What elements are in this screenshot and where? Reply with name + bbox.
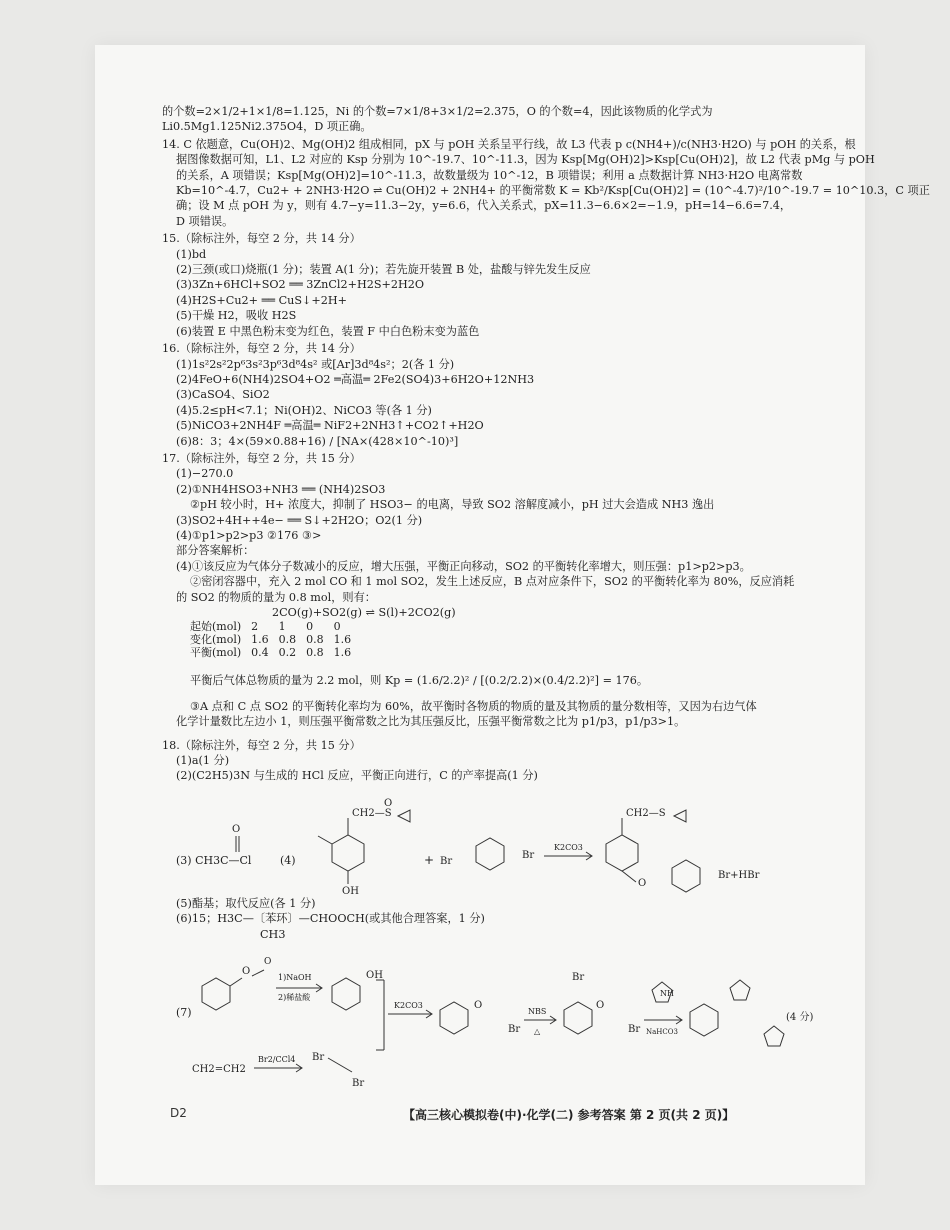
benzene-ring: [332, 835, 364, 871]
answer-item: (2)4FeO+6(NH4)2SO4+O2 ═高温═ 2Fe2(SO4)3+6H2O+12NH3: [176, 372, 535, 386]
table-cell: 1: [278, 620, 286, 634]
table-cell: 0: [306, 620, 314, 634]
reagent-label: K2CO3: [554, 842, 583, 852]
page-code: D2: [170, 1106, 187, 1120]
text-line: 确；设 M 点 pOH 为 y，则有 4.7−y=11.3−2y，y=6.6，代入关系式，pX=11.3−6.6×2=−1.9，pH=14−6.6=7.4，: [176, 199, 792, 213]
pyrrolidine-ring: [730, 980, 750, 1000]
benzene-ring: [476, 838, 504, 870]
section-header: 15.（除标注外，每空 2 分，共 14 分）: [162, 232, 361, 246]
answer-item: ③A 点和 C 点 SO2 的平衡转化率均为 60%，故平衡时各物质的物质的量及其物质的量分数相等，又因为右边气体: [190, 699, 757, 713]
cyclopropyl: [398, 810, 410, 822]
q3-label: (3) CH3C—Cl: [176, 853, 252, 867]
svg-text:Br: Br: [352, 1078, 365, 1090]
answer-item: (2)三颈(或口)烧瓶(1 分)；装置 A(1 分)；若先旋开装置 B 处，盐酸与锌先发生反应: [176, 263, 591, 277]
answer-item: (3)CaSO4、SiO2: [176, 388, 270, 402]
answer-item: (4)5.2≤pH<7.1；Ni(OH)2、NiCO3 等(各 1 分): [176, 403, 432, 417]
question-15: [162, 231, 822, 339]
equilibrium-equation: 2CO(g)+SO2(g) ⇌ S(l)+2CO2(g): [272, 606, 456, 619]
answer-item: ②pH 较小时，H+ 浓度大，抑制了 HSO3− 的电离，导致 SO2 溶解度减小，pH 过大会造成 NH3 逸出: [190, 498, 715, 512]
section-header: 18.（除标注外，每空 2 分，共 15 分）: [162, 738, 361, 752]
ethylene-label: CH2=CH2: [192, 1064, 246, 1076]
question-17: [162, 451, 822, 730]
answer-item: 的 SO2 的物质的量为 0.8 mol，则有：: [176, 590, 376, 604]
table-cell: 平衡(mol): [190, 646, 242, 660]
answer-item: CH3: [260, 927, 286, 941]
svg-text:Br: Br: [522, 849, 535, 861]
svg-text:O: O: [242, 966, 251, 978]
table-cell: 1.6: [333, 633, 352, 647]
svg-text:+: +: [424, 852, 435, 867]
benzene-ring: [440, 1002, 468, 1034]
svg-text:CH2—S: CH2—S: [352, 807, 392, 819]
answer-item: (1)a(1 分): [176, 754, 230, 768]
answer-item: 部分答案解析：: [176, 544, 255, 558]
table-cell: 变化(mol): [190, 633, 242, 647]
table-cell: 起始(mol): [190, 620, 242, 634]
svg-text:OH: OH: [366, 970, 383, 982]
table-cell: 1.6: [333, 646, 352, 660]
reagent-label: K2CO3: [394, 1001, 423, 1011]
svg-text:O: O: [384, 797, 393, 809]
table-cell: 0: [333, 620, 341, 634]
answer-item: (6)8：3；4×(59×0.88+16) / [NA×(428×10^-10)³]: [176, 434, 459, 448]
answer-item: (6)15；H3C—〔苯环〕—CHOOCH(或其他合理答案，1 分): [176, 912, 485, 926]
benzene-ring: [690, 1004, 718, 1036]
text-line: 的个数=2×1/2+1×1/8=1.125，Ni 的个数=7×1/8+3×1/2=2.375，O 的个数=4，因此该物质的化学式为: [162, 105, 713, 118]
svg-text:OH: OH: [342, 885, 359, 896]
question-16: [162, 341, 822, 449]
answer-item: (1)1s²2s²2p⁶3s²3p⁶3d⁸4s² 或[Ar]3d⁸4s²；2(各 1 分): [176, 357, 455, 371]
text-line: 的关系，A 项错误；Ksp[Mg(OH)2]=10^-11.3，故数量级为 10^-12，B 项错误；利用 a 点数据计算 NH3·H2O 电离常数: [176, 168, 803, 182]
table-row: [190, 646, 361, 659]
q4-label: (4): [280, 853, 296, 867]
answer-item: (3)SO2+4H++4e− ══ S↓+2H2O；O2(1 分): [176, 513, 423, 527]
answer-item: (5)NiCO3+2NH4F ═高温═ NiF2+2NH3↑+CO2↑+H2O: [176, 419, 484, 433]
answer-item: (1)−270.0: [176, 467, 234, 481]
reagent-label: 1)NaOH: [278, 973, 312, 983]
answer-item: 化学计量数比左边小 1，则压强平衡常数之比为其压强反比，压强平衡常数之比为 p1/p3，p1/p3>1。: [176, 715, 686, 729]
reagent-label: Br2/CCl4: [258, 1055, 296, 1065]
svg-text:O: O: [474, 1000, 483, 1012]
table-cell: 1.6: [251, 633, 269, 647]
benzene-ring: [202, 978, 230, 1010]
answer-item: ②密闭容器中，充入 2 mol CO 和 1 mol SO2，发生上述反应，B 点对应条件下，SO2 的平衡转化率为 80%，反应消耗: [190, 575, 795, 589]
reagent-label: 2)稀盐酸: [278, 993, 311, 1003]
svg-text:O: O: [638, 877, 647, 889]
svg-text:Br: Br: [628, 1024, 641, 1036]
answer-item: (3)3Zn+6HCl+SO2 ══ 3ZnCl2+H2S+2H2O: [176, 278, 425, 292]
table-cell: 0.2: [278, 646, 297, 660]
reaction-scheme-3-4: [162, 786, 822, 896]
answer-item: (6)装置 E 中黑色粉末变为红色，装置 F 中白色粉末变为蓝色: [176, 324, 480, 338]
cyclopropyl: [674, 810, 686, 822]
answer-item: (1)bd: [176, 247, 207, 261]
text-line: D 项错误。: [176, 214, 234, 228]
synthesis-route-7: [162, 950, 822, 1090]
answer-item: (2)①NH4HSO3+NH3 ══ (NH4)2SO3: [176, 482, 386, 496]
benzene-ring: [332, 978, 360, 1010]
question-14: [162, 137, 930, 229]
table-cell: 0.8: [278, 633, 297, 647]
table-row: [190, 633, 361, 646]
answer-item: (2)(C2H5)3N 与生成的 HCl 反应，平衡正向进行，C 的产率提高(1 分): [176, 769, 538, 783]
svg-text:CH2—S: CH2—S: [626, 807, 666, 819]
svg-text:Br: Br: [312, 1052, 325, 1064]
table-cell: 0.8: [306, 646, 324, 660]
text-line: 14. C 依题意，Cu(OH)2、Mg(OH)2 组成相同，pX 与 pOH 关系呈平行线，故 L3 代表 p c(NH4+)/c(NH3·H2O) 与 pOH 的关系，根: [162, 137, 856, 151]
q7-label: (7): [176, 1006, 192, 1020]
equilibrium-table: [190, 620, 361, 659]
reagent-label: NBS: [528, 1007, 547, 1017]
table-cell: 0.8: [306, 633, 324, 647]
reagent-label: △: [534, 1027, 541, 1037]
answer-item: (4)H2S+Cu2+ ══ CuS↓+2H+: [176, 293, 348, 307]
question-18: [162, 738, 822, 1090]
reagent-label: NaHCO3: [646, 1028, 678, 1037]
section-header: 17.（除标注外，每空 2 分，共 15 分）: [162, 451, 361, 465]
pyrrolidine-ring: [764, 1026, 784, 1046]
answer-item: (4)①p1>p2>p3 ②176 ③>: [176, 528, 322, 542]
svg-text:O: O: [596, 1000, 605, 1012]
text-line: Kb=10^-4.7，Cu2+ + 2NH3·H2O ⇌ Cu(OH)2 + 2NH4+ 的平衡常数 K = Kb²/Ksp[Cu(OH)2] = (10^-4.7)²/10^-19.7 = 10^10.3，C 项正: [176, 184, 930, 198]
svg-text:O: O: [264, 957, 272, 968]
product-tail: Br+HBr: [718, 869, 760, 881]
benzene-ring: [564, 1002, 592, 1034]
benzene-ring: [672, 860, 700, 892]
table-cell: 2: [251, 620, 259, 634]
svg-text:O: O: [232, 823, 241, 835]
footer-title: 【高三核心模拟卷(中)·化学(二) 参考答案 第 2 页(共 2 页)】: [403, 1108, 735, 1122]
svg-text:Br: Br: [572, 972, 585, 984]
text-line: Li0.5Mg1.125Ni2.375O4，D 项正确。: [162, 120, 372, 134]
text-line: 据图像数据可知，L1、L2 对应的 Ksp 分别为 10^-19.7、10^-11.3，因为 Ksp[Mg(OH)2]>Ksp[Cu(OH)2]，故 L2 代表 pMg 与 pOH: [176, 153, 875, 167]
answer-item: (5)酯基；取代反应(各 1 分): [176, 896, 316, 910]
section-header: 16.（除标注外，每空 2 分，共 14 分）: [162, 342, 361, 356]
table-cell: 0.4: [251, 646, 269, 660]
benzene-ring: [606, 835, 638, 871]
table-row: [190, 620, 361, 633]
score-label: (4 分): [786, 1012, 814, 1024]
answer-item: (5)干燥 H2，吸收 H2S: [176, 309, 297, 323]
answer-item: (4)①该反应为气体分子数减小的反应，增大压强，平衡正向移动，SO2 的平衡转化率增大，则压强：p1>p2>p3。: [176, 559, 751, 573]
svg-text:Br: Br: [508, 1024, 521, 1036]
answer-content: [162, 104, 930, 1090]
kp-calculation: 平衡后气体总物质的量为 2.2 mol，则 Kp = (1.6/2.2)² / [(0.2/2.2)×(0.4/2.2)²] = 176。: [190, 674, 649, 688]
svg-text:NH: NH: [660, 989, 674, 999]
svg-text:Br: Br: [440, 855, 453, 867]
